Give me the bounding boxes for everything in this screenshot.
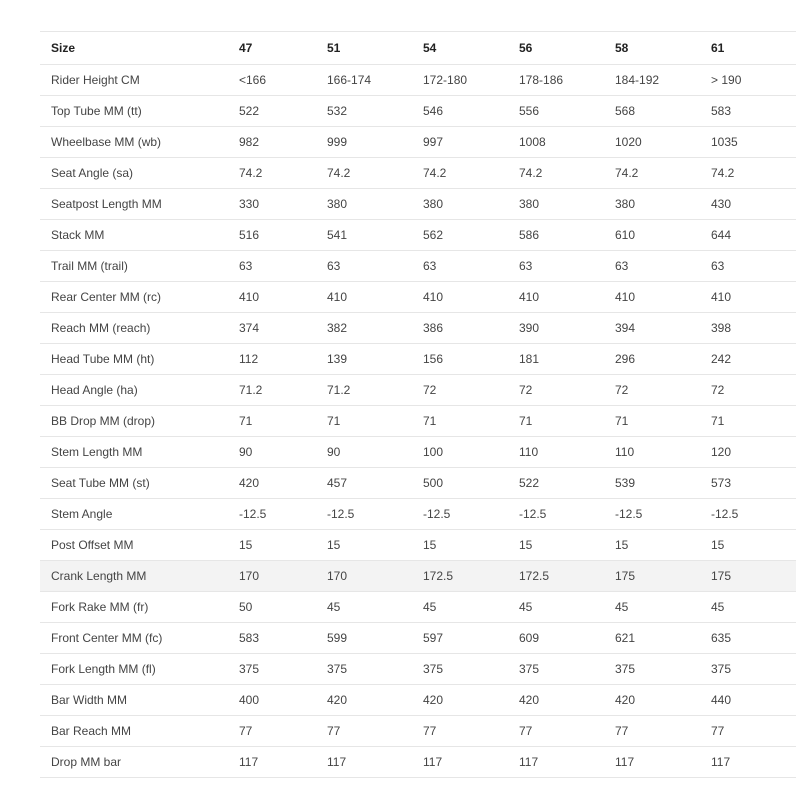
table-cell: 420 [508, 685, 604, 716]
table-cell: 77 [700, 716, 796, 747]
table-cell: 410 [412, 282, 508, 313]
table-cell: 386 [412, 313, 508, 344]
header-size-61: 61 [700, 32, 796, 65]
table-cell: 63 [412, 251, 508, 282]
table-cell: 110 [604, 437, 700, 468]
table-cell: 15 [700, 530, 796, 561]
table-cell: 74.2 [604, 158, 700, 189]
geometry-table [40, 31, 796, 778]
table-row [40, 344, 796, 375]
table-cell: 400 [228, 685, 316, 716]
row-label: Crank Length MM [40, 561, 228, 592]
table-cell: 556 [508, 96, 604, 127]
table-cell: <166 [228, 65, 316, 96]
table-body [40, 65, 796, 778]
header-size-58: 58 [604, 32, 700, 65]
row-label: Seat Tube MM (st) [40, 468, 228, 499]
table-cell: 380 [412, 189, 508, 220]
header-size-51: 51 [316, 32, 412, 65]
table-cell: 296 [604, 344, 700, 375]
table-cell: 15 [228, 530, 316, 561]
table-cell: 71 [604, 406, 700, 437]
table-row [40, 158, 796, 189]
table-cell: -12.5 [508, 499, 604, 530]
table-cell: 172-180 [412, 65, 508, 96]
table-cell: 170 [228, 561, 316, 592]
table-cell: 380 [604, 189, 700, 220]
table-cell: 71 [316, 406, 412, 437]
row-label: Wheelbase MM (wb) [40, 127, 228, 158]
table-cell: 63 [700, 251, 796, 282]
table-row [40, 282, 796, 313]
table-cell: 457 [316, 468, 412, 499]
table-cell: 15 [508, 530, 604, 561]
table-cell: 77 [508, 716, 604, 747]
table-cell: 398 [700, 313, 796, 344]
table-cell: 410 [508, 282, 604, 313]
table-row [40, 127, 796, 158]
table-cell: 644 [700, 220, 796, 251]
table-cell: 117 [412, 747, 508, 778]
table-cell: 77 [316, 716, 412, 747]
table-cell: 15 [412, 530, 508, 561]
table-cell: 74.2 [412, 158, 508, 189]
table-row [40, 716, 796, 747]
table-cell: 156 [412, 344, 508, 375]
table-cell: 380 [508, 189, 604, 220]
table-cell: 583 [228, 623, 316, 654]
row-label: Seat Angle (sa) [40, 158, 228, 189]
table-cell: 63 [604, 251, 700, 282]
table-cell: 597 [412, 623, 508, 654]
table-cell: 541 [316, 220, 412, 251]
table-row [40, 654, 796, 685]
table-cell: 420 [228, 468, 316, 499]
header-size-56: 56 [508, 32, 604, 65]
table-cell: 375 [316, 654, 412, 685]
table-cell: 440 [700, 685, 796, 716]
table-row [40, 313, 796, 344]
row-label: Fork Rake MM (fr) [40, 592, 228, 623]
table-row [40, 220, 796, 251]
row-label: Rear Center MM (rc) [40, 282, 228, 313]
row-label: Stem Angle [40, 499, 228, 530]
table-cell: 610 [604, 220, 700, 251]
table-header-row [40, 32, 796, 65]
row-label: Top Tube MM (tt) [40, 96, 228, 127]
table-cell: 45 [316, 592, 412, 623]
table-cell: 15 [316, 530, 412, 561]
table-cell: 573 [700, 468, 796, 499]
table-cell: 375 [228, 654, 316, 685]
table-cell: 72 [508, 375, 604, 406]
table-cell: 172.5 [508, 561, 604, 592]
table-cell: 609 [508, 623, 604, 654]
table-cell: 74.2 [316, 158, 412, 189]
table-cell: 63 [316, 251, 412, 282]
table-cell: 71 [508, 406, 604, 437]
table-cell: 117 [700, 747, 796, 778]
table-row [40, 623, 796, 654]
table-row [40, 189, 796, 220]
table-cell: 110 [508, 437, 604, 468]
table-cell: 77 [604, 716, 700, 747]
table-row [40, 96, 796, 127]
table-cell: 90 [316, 437, 412, 468]
table-cell: 112 [228, 344, 316, 375]
table-cell: 420 [412, 685, 508, 716]
table-cell: 120 [700, 437, 796, 468]
header-size-label: Size [40, 32, 228, 65]
table-cell: -12.5 [316, 499, 412, 530]
table-cell: 982 [228, 127, 316, 158]
table-cell: 382 [316, 313, 412, 344]
table-cell: 175 [604, 561, 700, 592]
table-cell: 74.2 [228, 158, 316, 189]
table-cell: 45 [604, 592, 700, 623]
table-cell: 410 [700, 282, 796, 313]
row-label: Post Offset MM [40, 530, 228, 561]
table-cell: 90 [228, 437, 316, 468]
table-cell: 375 [604, 654, 700, 685]
table-cell: 242 [700, 344, 796, 375]
table-cell: 175 [700, 561, 796, 592]
table-cell: 375 [412, 654, 508, 685]
table-cell: 71 [412, 406, 508, 437]
row-label: Stem Length MM [40, 437, 228, 468]
table-cell: 586 [508, 220, 604, 251]
table-cell: 390 [508, 313, 604, 344]
table-cell: 71.2 [228, 375, 316, 406]
table-cell: 72 [604, 375, 700, 406]
table-row [40, 375, 796, 406]
table-cell: 562 [412, 220, 508, 251]
table-cell: 117 [228, 747, 316, 778]
table-cell: 139 [316, 344, 412, 375]
table-cell: 999 [316, 127, 412, 158]
table-cell: 71.2 [316, 375, 412, 406]
table-row [40, 251, 796, 282]
table-cell: 621 [604, 623, 700, 654]
table-cell: 15 [604, 530, 700, 561]
table-cell: 522 [228, 96, 316, 127]
row-label: BB Drop MM (drop) [40, 406, 228, 437]
table-cell: 375 [508, 654, 604, 685]
table-cell: 1020 [604, 127, 700, 158]
table-row [40, 592, 796, 623]
table-cell: 532 [316, 96, 412, 127]
table-row [40, 685, 796, 716]
table-cell: 170 [316, 561, 412, 592]
table-row [40, 499, 796, 530]
table-cell: > 190 [700, 65, 796, 96]
table-cell: 72 [412, 375, 508, 406]
table-cell: 74.2 [700, 158, 796, 189]
table-cell: 500 [412, 468, 508, 499]
table-cell: 100 [412, 437, 508, 468]
table-cell: 374 [228, 313, 316, 344]
table-cell: 420 [316, 685, 412, 716]
table-cell: 1035 [700, 127, 796, 158]
table-cell: 546 [412, 96, 508, 127]
table-cell: 77 [228, 716, 316, 747]
table-cell: 117 [508, 747, 604, 778]
table-cell: 71 [228, 406, 316, 437]
table-cell: 63 [508, 251, 604, 282]
table-cell: 117 [316, 747, 412, 778]
table-cell: 1008 [508, 127, 604, 158]
table-cell: 635 [700, 623, 796, 654]
row-label: Reach MM (reach) [40, 313, 228, 344]
table-cell: 375 [700, 654, 796, 685]
table-cell: 71 [700, 406, 796, 437]
table-row [40, 65, 796, 96]
table-row [40, 437, 796, 468]
row-label: Stack MM [40, 220, 228, 251]
header-size-47: 47 [228, 32, 316, 65]
row-label: Bar Width MM [40, 685, 228, 716]
table-cell: 583 [700, 96, 796, 127]
table-cell: 45 [412, 592, 508, 623]
table-cell: 410 [316, 282, 412, 313]
table-cell: 50 [228, 592, 316, 623]
table-cell: 430 [700, 189, 796, 220]
table-cell: 380 [316, 189, 412, 220]
table-cell: 568 [604, 96, 700, 127]
table-cell: 178-186 [508, 65, 604, 96]
table-cell: 74.2 [508, 158, 604, 189]
table-cell: 410 [228, 282, 316, 313]
row-label: Rider Height CM [40, 65, 228, 96]
table-cell: 330 [228, 189, 316, 220]
table-cell: 117 [604, 747, 700, 778]
row-label: Fork Length MM (fl) [40, 654, 228, 685]
table-cell: -12.5 [604, 499, 700, 530]
table-row [40, 530, 796, 561]
row-label: Head Tube MM (ht) [40, 344, 228, 375]
table-cell: 184-192 [604, 65, 700, 96]
table-cell: -12.5 [228, 499, 316, 530]
table-cell: 394 [604, 313, 700, 344]
table-cell: 172.5 [412, 561, 508, 592]
table-cell: 63 [228, 251, 316, 282]
table-cell: -12.5 [700, 499, 796, 530]
row-label: Drop MM bar [40, 747, 228, 778]
header-size-54: 54 [412, 32, 508, 65]
table-cell: -12.5 [412, 499, 508, 530]
table-cell: 45 [700, 592, 796, 623]
table-row [40, 468, 796, 499]
table-cell: 181 [508, 344, 604, 375]
table-cell: 410 [604, 282, 700, 313]
table-cell: 77 [412, 716, 508, 747]
row-label: Bar Reach MM [40, 716, 228, 747]
table-cell: 539 [604, 468, 700, 499]
table-cell: 166-174 [316, 65, 412, 96]
table-cell: 522 [508, 468, 604, 499]
table-row [40, 747, 796, 778]
table-cell: 45 [508, 592, 604, 623]
table-cell: 997 [412, 127, 508, 158]
table-cell: 420 [604, 685, 700, 716]
row-label: Trail MM (trail) [40, 251, 228, 282]
row-label: Head Angle (ha) [40, 375, 228, 406]
row-label: Front Center MM (fc) [40, 623, 228, 654]
table-cell: 72 [700, 375, 796, 406]
table-row [40, 406, 796, 437]
row-label: Seatpost Length MM [40, 189, 228, 220]
table-cell: 516 [228, 220, 316, 251]
table-row [40, 561, 796, 592]
table-cell: 599 [316, 623, 412, 654]
